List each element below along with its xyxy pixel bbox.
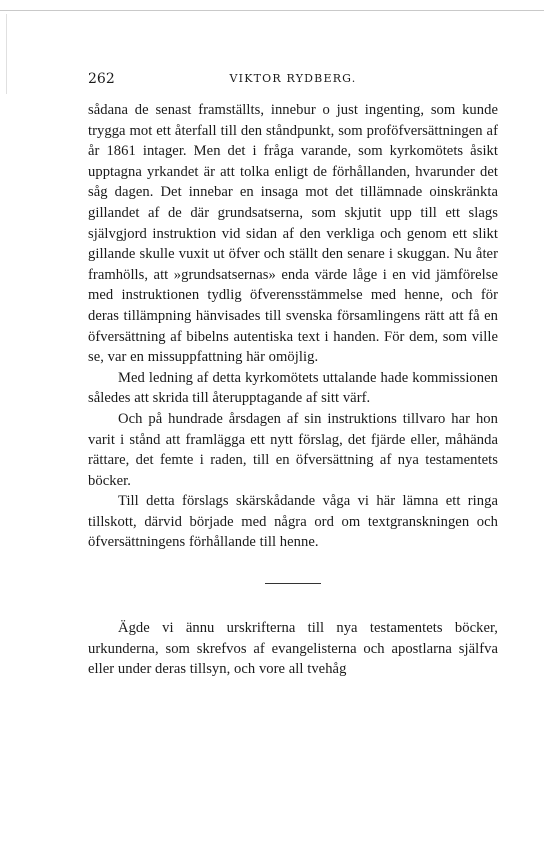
paragraph-continued: sådana de senast framställts, innebur o just ingenting, som kunde trygga mot ett återfall till den ståndpunkt, som proföfversättningen af år 1861 intager. Men det i fråga varande, som kyrkomötets åsikt upptagna yrkandet är att tolka enligt de förhållanden, hvarunder det såg dagen. Det innebar en insaga mot det tillämnade oinskränkta gillandet af de där grundsatserna, som skjutit upp till ett slags självgjord instruktion vid sidan af den verkliga och genom ett slikt gillande skulle vuxit ut öfver och ställt den senare i skuggan. Nu åter framhölls, att »grundsatsernas» enda värde låge i en vid jämförelse med instruktionen tydlig öfverensstämmelse med henne, och för deras tillämpning hänvisades till svenska församlingens rätt att få en öfversättning af bibelns autentiska text i handen. För dem, som ville se, var en missuppfattning här omöjlig.	[88, 102, 498, 366]
scan-edge-left	[6, 14, 7, 94]
book-page	[88, 68, 498, 680]
running-title: VIKTOR RYDBERG.	[229, 72, 357, 85]
scan-edge-top	[0, 10, 544, 11]
paragraph: Ägde vi ännu urskrifterna till nya testamentets böcker, urkunderna, som skrefvos af evangelisterna och apostlarna själfva eller under deras tillsyn, och vore all tvehåg	[88, 620, 498, 678]
paragraph: Till detta förslags skärskådande våga vi här lämna ett ringa tillskott, därvid började med några ord om textgranskningen och öfversättningens förhållande till henne.	[88, 493, 498, 551]
paragraph: Med ledning af detta kyrkomötets uttalande hade kommissionen således att skrida till återupptagande af sitt värf.	[88, 369, 498, 407]
page-number: 262	[88, 71, 115, 87]
paragraph: Och på hundrade årsdagen af sin instruktions tillvaro har hon varit i stånd att framlägga ett nytt förslag, det fjärde eller, måhända rättare, det femte i raden, till en öfversättning af nya testamentets böcker.	[88, 410, 498, 489]
section-divider	[265, 583, 321, 584]
running-head	[88, 68, 498, 90]
